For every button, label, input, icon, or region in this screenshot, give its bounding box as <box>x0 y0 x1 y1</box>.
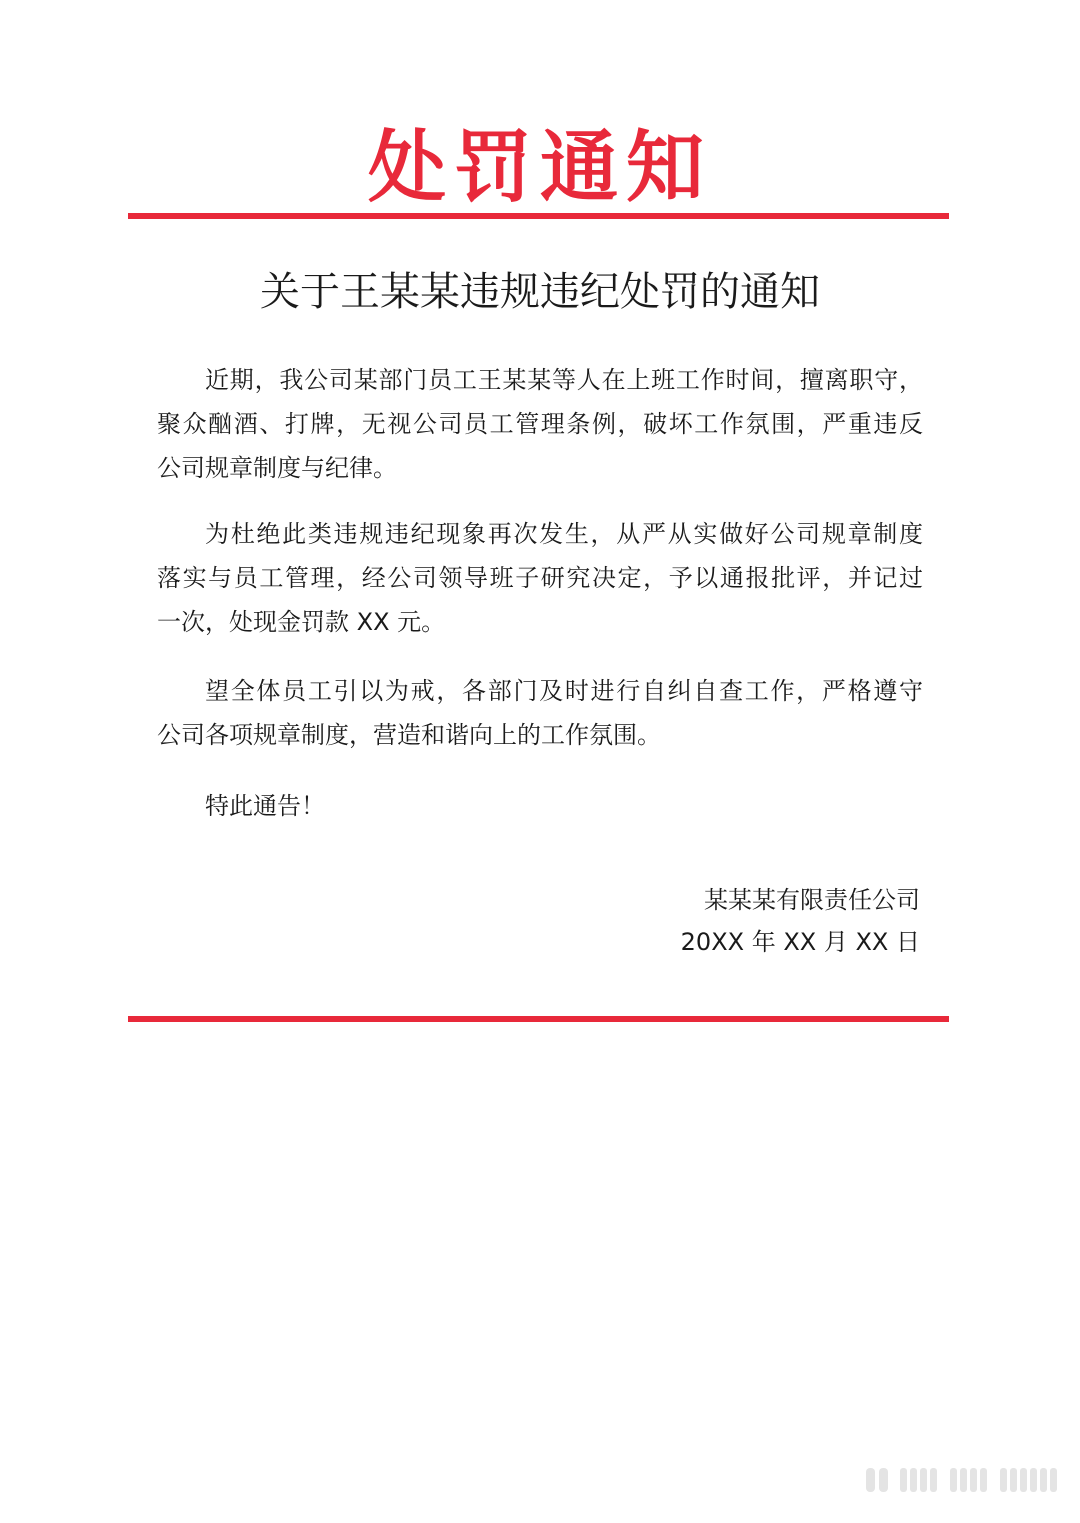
paragraph-line: 公司各项规章制度，营造和谐向上的工作氛围。 <box>157 721 661 749</box>
paragraph-2 <box>157 512 923 644</box>
paragraph-line: 落实与员工管理，经公司领导班子研究决定，予以通报批评，并记过 <box>157 564 923 592</box>
bottom-red-rule <box>128 1016 949 1022</box>
signature-company: 某某某有限责任公司 <box>704 886 920 914</box>
signature-date: 20XX 年 XX 月 XX 日 <box>680 928 920 956</box>
closing-statement <box>157 784 923 828</box>
paragraph-line: 为杜绝此类违规违纪现象再次发生，从严从实做好公司规章制度 <box>205 520 923 548</box>
paragraph-line: 望全体员工引以为戒，各部门及时进行自纠自查工作，严格遵守 <box>205 677 923 705</box>
stripe-watermark-icon <box>866 1466 1066 1496</box>
paragraph-line: 一次，处现金罚款 XX 元。 <box>157 608 446 636</box>
paragraph-3 <box>157 669 923 757</box>
notice-header-title: 处罚通知 <box>367 123 712 213</box>
paragraph-line: 近期，我公司某部门员工王某某等人在上班工作时间，擅离职守， <box>205 366 923 394</box>
top-red-rule <box>128 213 949 219</box>
paragraph-line: 特此通告！ <box>205 792 325 820</box>
paragraph-line: 聚众酗酒、打牌，无视公司员工管理条例，破坏工作氛围，严重违反 <box>157 410 923 438</box>
document-subject: 关于王某某违规违纪处罚的通知 <box>260 269 820 315</box>
paragraph-line: 公司规章制度与纪律。 <box>157 454 397 482</box>
paragraph-1 <box>157 358 923 490</box>
